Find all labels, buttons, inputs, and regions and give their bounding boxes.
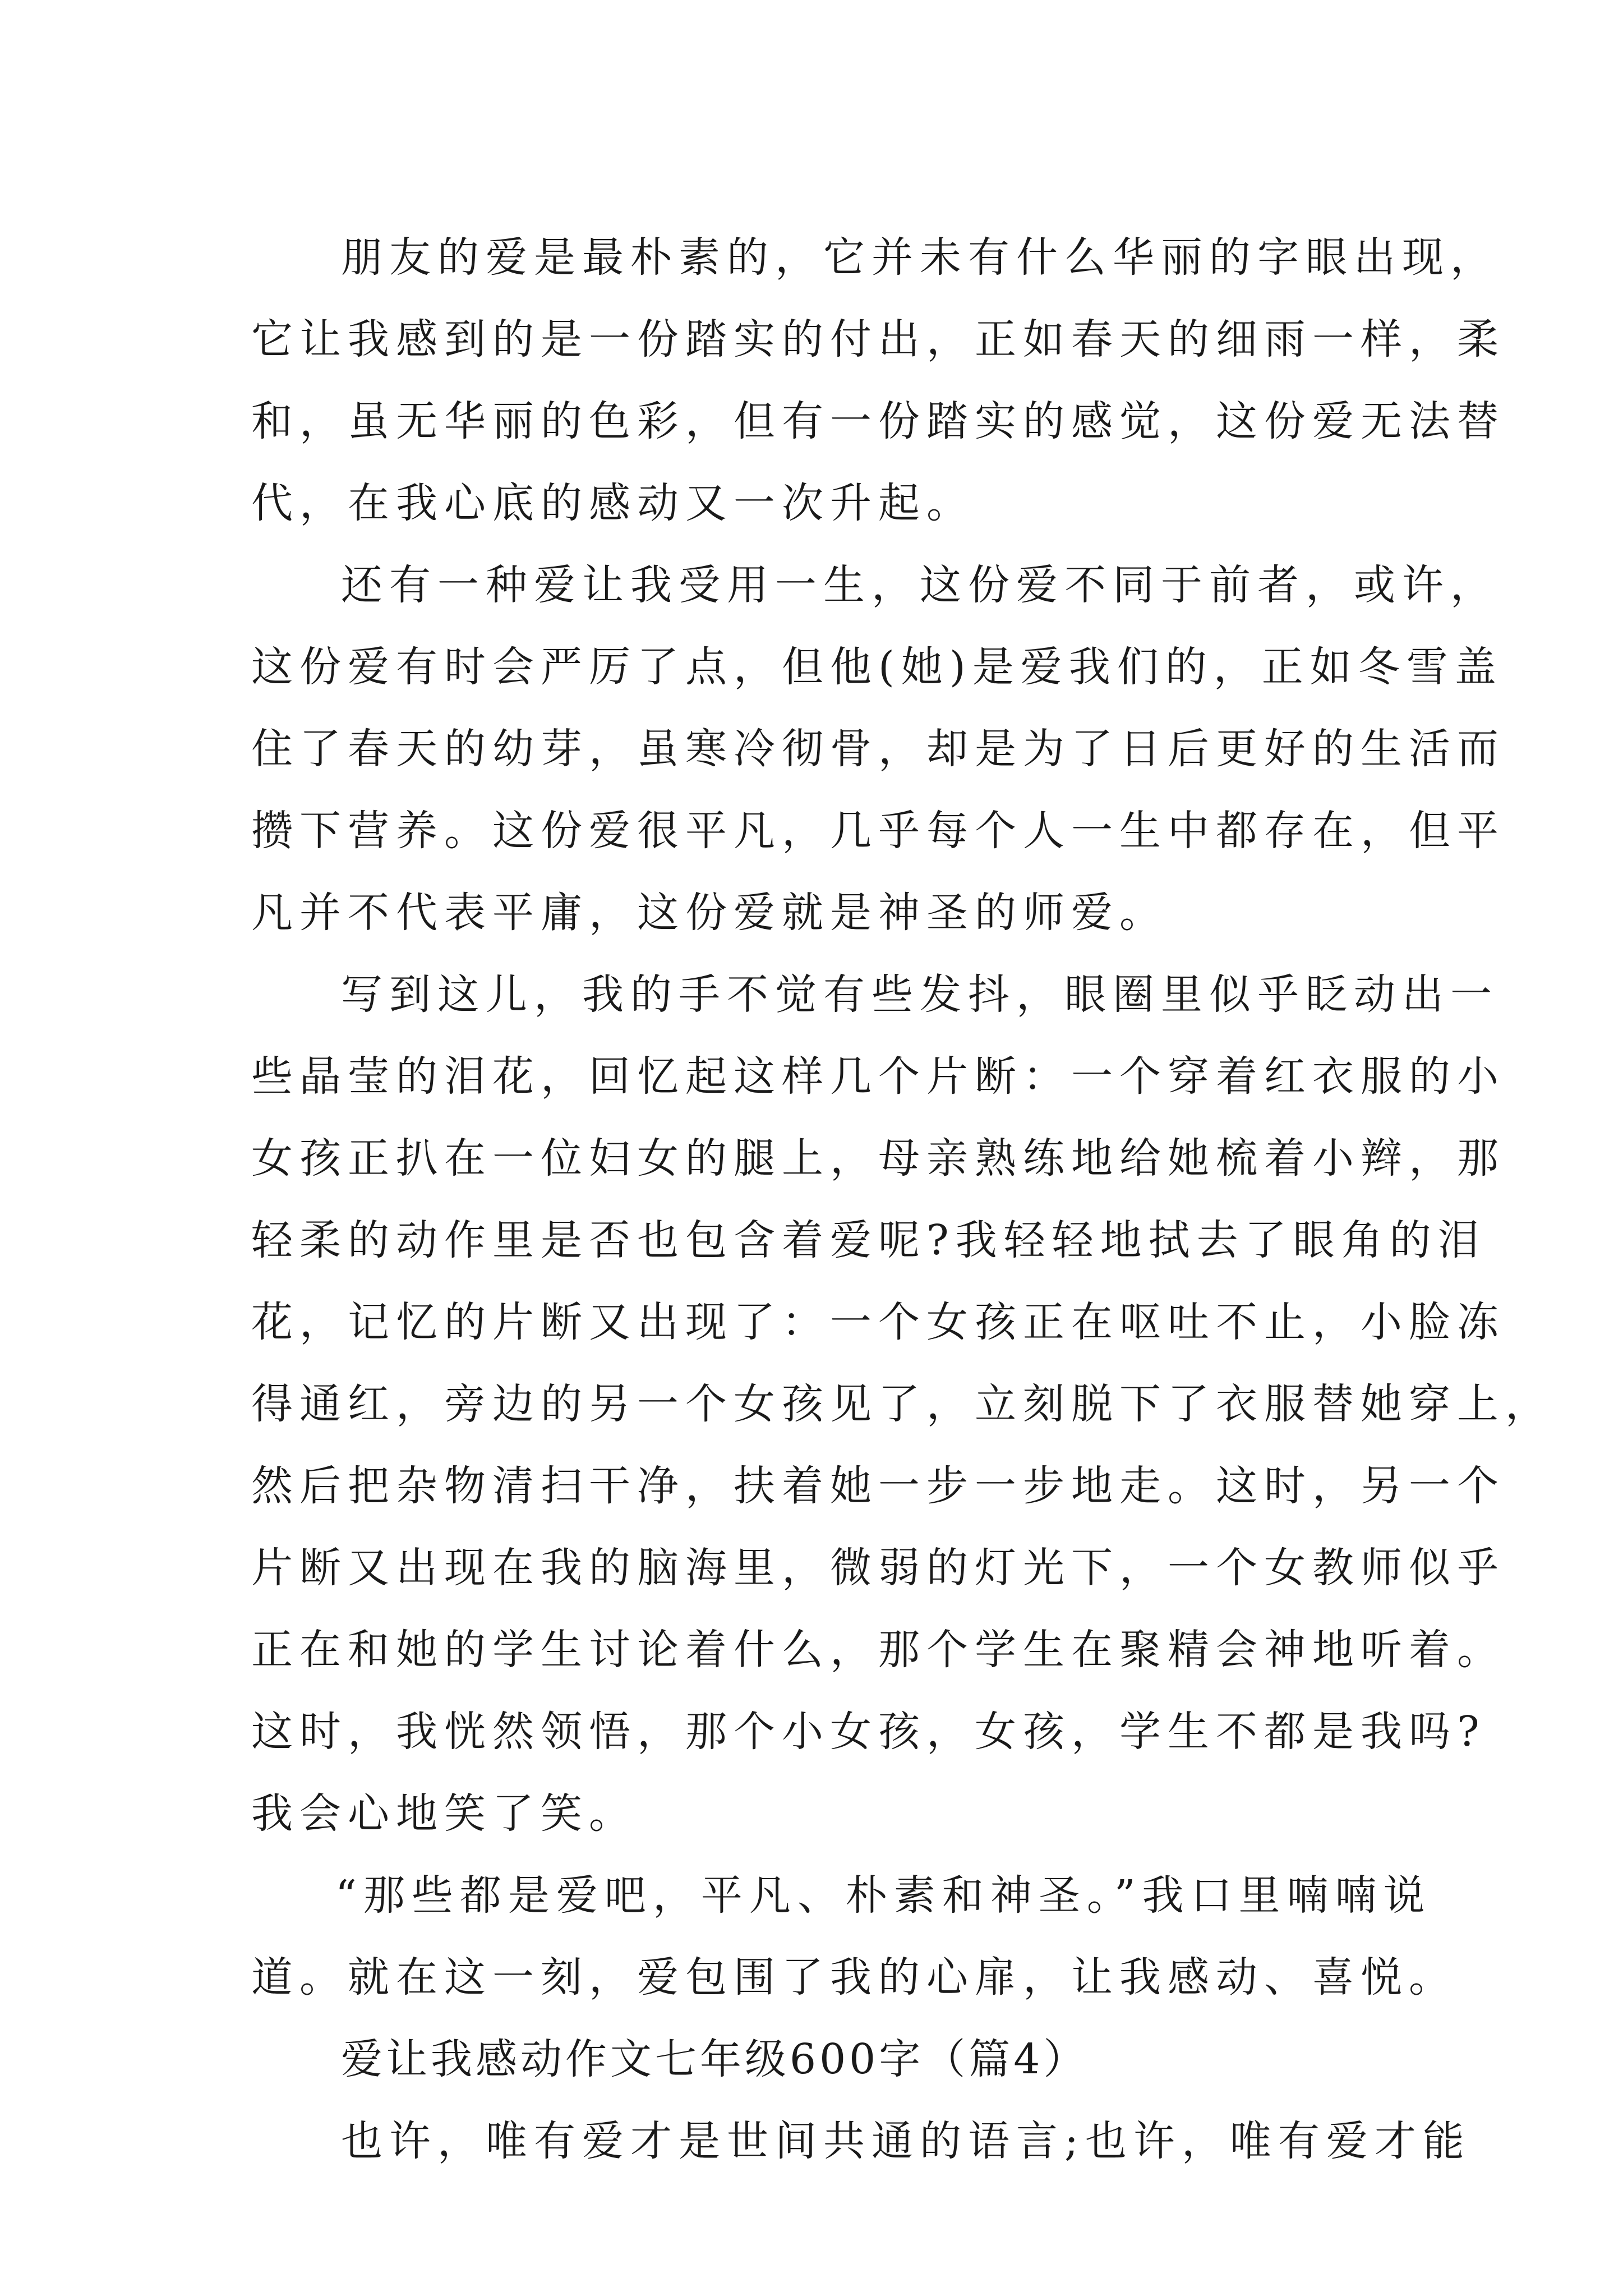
paragraph-line: 道。就在这一刻，爱包围了我的心扉，让我感动、喜悦。 (251, 1953, 1457, 2001)
paragraph-line: 然后把杂物清扫干净，扶着她一步一步地走。这时，另一个 (251, 1462, 1505, 1510)
paragraph-line: 这份爱有时会严厉了点，但他(她)是爱我们的，正如冬雪盖 (251, 643, 1503, 691)
paragraph-line: 正在和她的学生讨论着什么，那个学生在聚精会神地听着。 (251, 1626, 1505, 1674)
paragraph-line: 也许，唯有爱才是世间共通的语言;也许，唯有爱才能 (341, 2117, 1471, 2165)
paragraph-line: 住了春天的幼芽，虽寒冷彻骨，却是为了日后更好的生活而 (251, 725, 1505, 773)
paragraph-line: “那些都是爱吧，平凡、朴素和神圣。”我口里喃喃说 (335, 1871, 1432, 1920)
paragraph-line: 这时，我恍然领悟，那个小女孩，女孩，学生不都是我吗? (251, 1708, 1486, 1756)
document-body (251, 217, 1553, 2182)
paragraph-line: 花，记忆的片断又出现了：一个女孩正在呕吐不止，小脸冻 (251, 1298, 1505, 1346)
paragraph-line: 攒下营养。这份爱很平凡，几乎每个人一生中都存在，但平 (251, 807, 1505, 855)
paragraph-line: 代，在我心底的感动又一次升起。 (251, 479, 975, 527)
paragraph-line: 凡并不代表平庸，这份爱就是神圣的师爱。 (251, 889, 1168, 937)
paragraph-line: 得通红，旁边的另一个女孩见了，立刻脱下了衣服替她穿上， (251, 1380, 1553, 1428)
paragraph-line: 写到这儿，我的手不觉有些发抖，眼圈里似乎眨动出一 (341, 970, 1498, 1019)
paragraph-line: 我会心地笑了笑。 (251, 1789, 637, 1838)
paragraph-line: 片断又出现在我的脑海里，微弱的灯光下，一个女教师似乎 (251, 1544, 1505, 1592)
paragraph-line: 些晶莹的泪花，回忆起这样几个片断：一个穿着红衣服的小 (251, 1052, 1505, 1101)
paragraph-line: 和，虽无华丽的色彩，但有一份踏实的感觉，这份爱无法替 (251, 397, 1505, 445)
paragraph-line: 还有一种爱让我受用一生，这份爱不同于前者，或许， (341, 561, 1498, 609)
paragraph-line: 轻柔的动作里是否也包含着爱呢?我轻轻地拭去了眼角的泪 (251, 1216, 1486, 1264)
section-heading: 爱让我感动作文七年级600字（篇4） (341, 2035, 1089, 2083)
paragraph-line: 朋友的爱是最朴素的，它并未有什么华丽的字眼出现， (341, 233, 1498, 282)
paragraph-line: 它让我感到的是一份踏实的付出，正如春天的细雨一样，柔 (251, 315, 1505, 364)
paragraph-line: 女孩正扒在一位妇女的腿上，母亲熟练地给她梳着小辫，那 (251, 1134, 1505, 1182)
